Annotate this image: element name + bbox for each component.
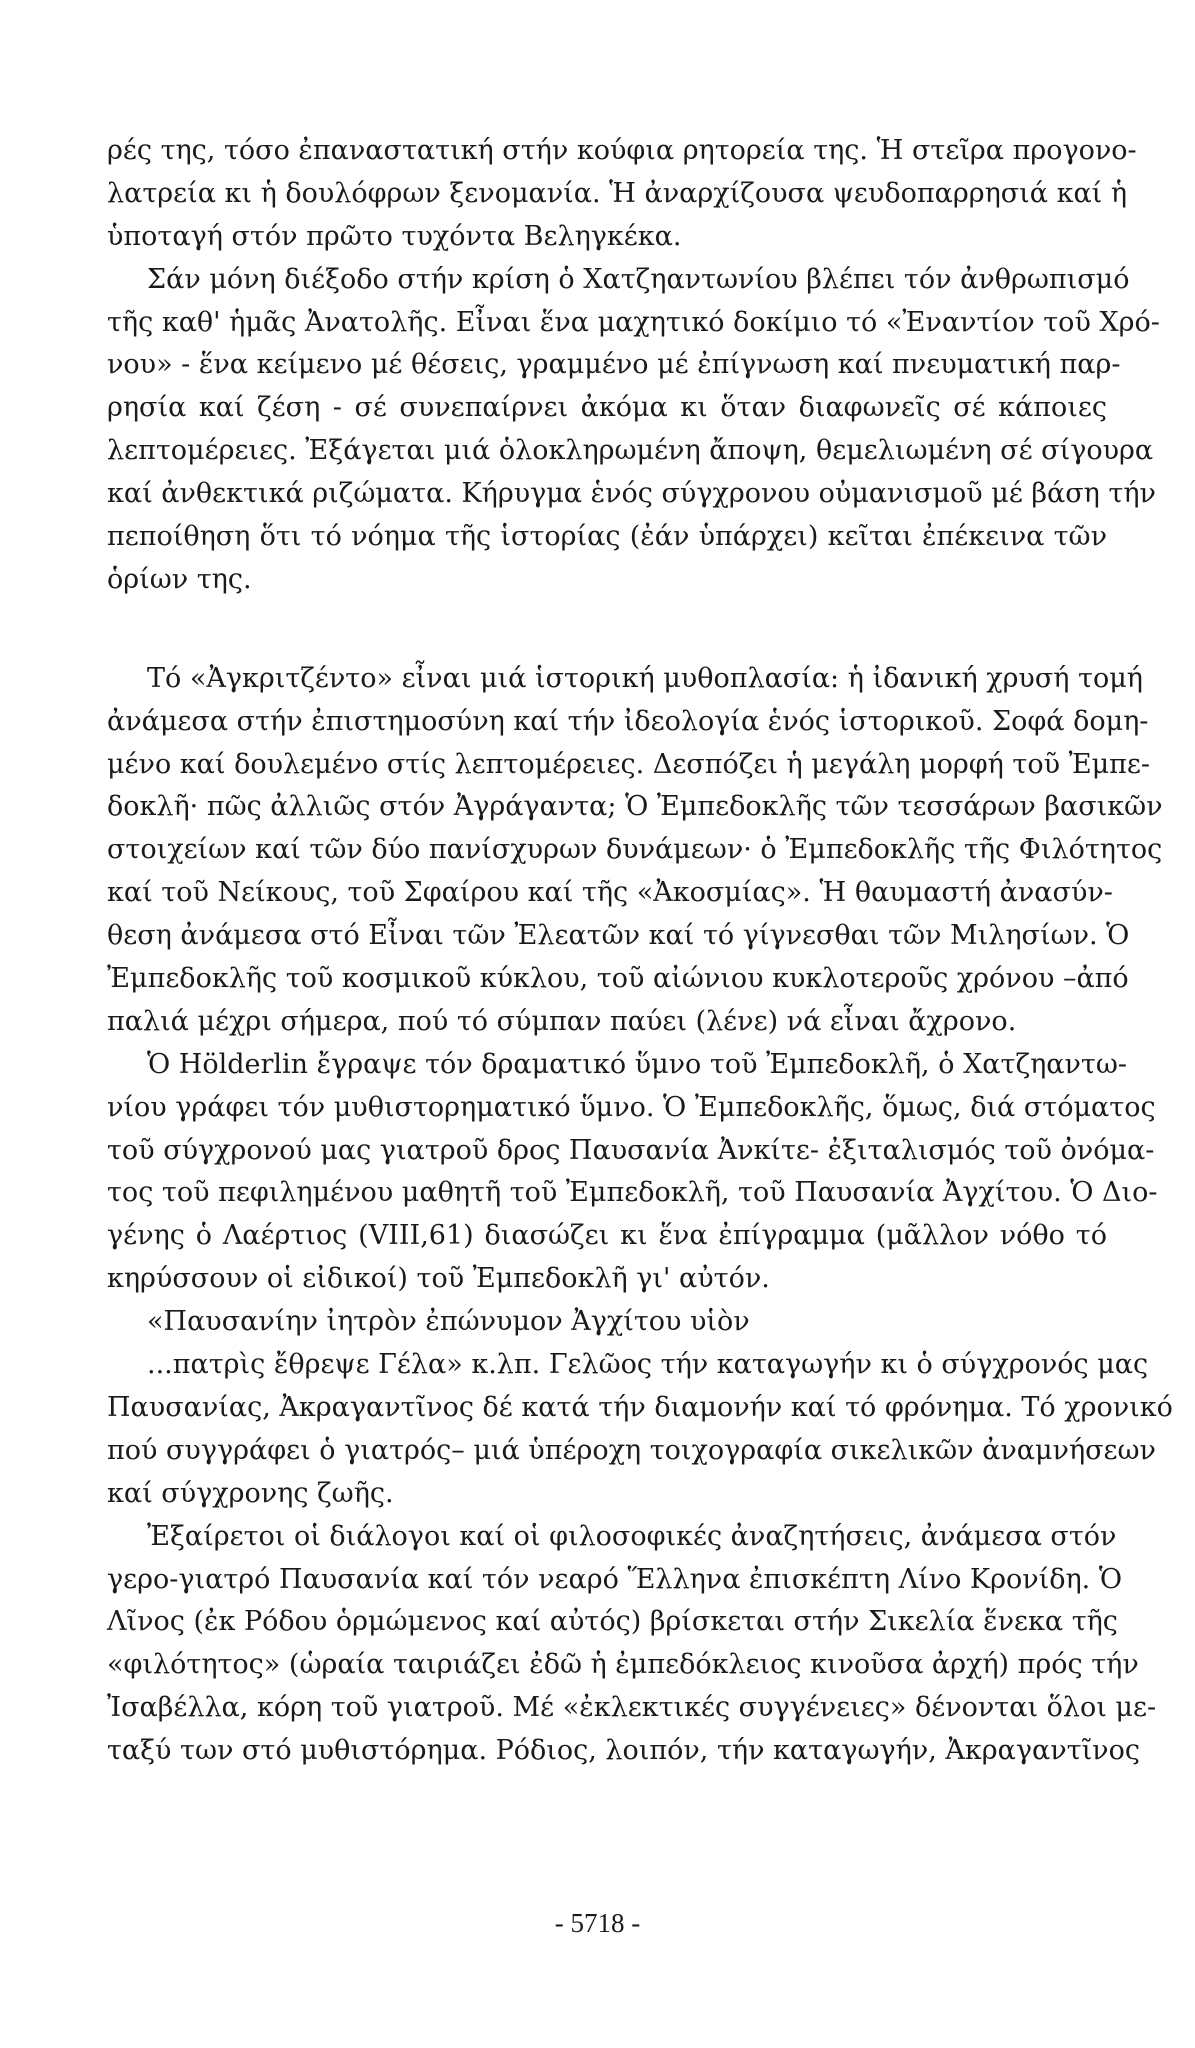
- text-line: στοιχείων καί τῶν δύο πανίσχυρων δυνάμεων· ὁ Ἐμπεδοκλῆς τῆς Φιλότητος: [107, 834, 1163, 866]
- page-body: [107, 130, 1173, 1773]
- text-line: ρές της, τόσο ἐπαναστατική στήν κούφια ρητορεία της. Ἡ στεῖρα προγονο-: [107, 135, 1137, 166]
- page-number: - 5718 -: [554, 1908, 641, 1938]
- text-line: πού συγγράφει ὁ γιατρός– μιά ὑπέροχη τοιχογραφία σικελικῶν ἀναμνήσεων: [107, 1434, 1156, 1466]
- paragraph-p7: [107, 1516, 1157, 1773]
- text-line: Ὁ Hölderlin ἔγραψε τόν δραματικό ὕμνο τοῦ Ἐμπεδοκλῆ, ὁ Χατζηαντω-: [147, 1048, 1127, 1080]
- text-line: ταξύ των στό μυθιστόρημα. Ρόδιος, λοιπόν, τήν καταγωγήν, Ἀκραγαντῖνος: [107, 1735, 1140, 1767]
- text-line: πεποίθηση ὅτι τό νόημα τῆς ἱστορίας (ἐάν ὑπάρχει) κεῖται ἐπέκεινα τῶν: [107, 521, 1107, 553]
- text-line: Ἐμπεδοκλῆς τοῦ κοσμικοῦ κύκλου, τοῦ αἰώνιου κυκλοτεροῦς χρόνου –ἀπό: [107, 963, 1129, 995]
- text-line: καί σύγχρονης ζωῆς.: [107, 1477, 394, 1509]
- text-line: Σάν μόνη διέξοδο στήν κρίση ὁ Χατζηαντωνίου βλέπει τόν ἀνθρωπισμό: [147, 263, 1130, 295]
- text-line: καί ἀνθεκτικά ριζώματα. Κήρυγμα ἑνός σύγχρονου οὐμανισμοῦ μέ βάση τήν: [107, 478, 1156, 510]
- paragraph-p5: [107, 1301, 1107, 1344]
- text-line: δοκλῆ· πῶς ἀλλιῶς στόν Ἀγράγαντα; Ὁ Ἐμπεδοκλῆς τῶν τεσσάρων βασικῶν: [107, 791, 1163, 823]
- text-line: Τό «Ἀγκριτζέντο» εἶναι μιά ἱστορική μυθοπλασία: ἡ ἰδανική χρυσή τομή: [147, 662, 1143, 694]
- text-line: τῆς καθ' ἡμᾶς Ἀνατολῆς. Εἶναι ἕνα μαχητικό δοκίμιο τό «Ἐναντίον τοῦ Χρό-: [107, 306, 1160, 338]
- text-line: τος τοῦ πεφιλημένου μαθητῆ τοῦ Ἐμπεδοκλῆ, τοῦ Παυσανία Ἀγχίτου. Ὁ Διο-: [107, 1177, 1158, 1209]
- text-line: Ἐξαίρετοι οἱ διάλογοι καί οἱ φιλοσοφικές ἀναζητήσεις, ἀνάμεσα στόν: [147, 1520, 1117, 1552]
- text-line: λεπτομέρειες. Ἐξάγεται μιά ὁλοκληρωμένη ἄποψη, θεμελιωμένη σέ σίγουρα: [107, 435, 1154, 467]
- text-line: Παυσανίας, Ἀκραγαντῖνος δέ κατά τήν διαμονήν καί τό φρόνημα. Τό χρονικό: [107, 1391, 1173, 1423]
- text-line: τοῦ σύγχρονού μας γιατροῦ δρος Παυσανία Ἀνκίτε- ἐξιταλισμός τοῦ ὀνόμα-: [107, 1134, 1155, 1166]
- paragraph-p6: [107, 1344, 1173, 1516]
- text-line: θεση ἀνάμεσα στό Εἶναι τῶν Ἐλεατῶν καί τό γίγνεσθαι τῶν Μιλησίων. Ὁ: [107, 920, 1130, 952]
- text-line: Λῖνος (ἐκ Ρόδου ὁρμώμενος καί αὐτός) βρίσκεται στήν Σικελία ἕνεκα τῆς: [107, 1606, 1118, 1638]
- text-line: καί τοῦ Νείκους, τοῦ Σφαίρου καί τῆς «Ἀκοσμίας». Ἡ θαυμαστή ἀνασύν-: [107, 877, 1113, 909]
- paragraph-p1: [107, 130, 1137, 259]
- text-line: νου» - ἕνα κείμενο μέ θέσεις, γραμμένο μέ ἐπίγνωση καί πνευματική παρ-: [107, 349, 1121, 381]
- paragraph-p4: [107, 1044, 1158, 1301]
- text-line: «Παυσανίην ἰητρὸν ἐπώνυμον Ἀγχίτου υἱὸν: [147, 1306, 750, 1338]
- paragraph-gap: [107, 602, 1107, 658]
- text-line: νίου γράφει τόν μυθιστορηματικό ὕμνο. Ὁ Ἐμπεδοκλῆς, ὅμως, διά στόματος: [107, 1091, 1156, 1123]
- text-line: κηρύσσουν οἱ εἰδικοί) τοῦ Ἐμπεδοκλῆ γι' αὐτόν.: [107, 1263, 770, 1295]
- text-line: ὑποταγή στόν πρῶτο τυχόντα Βεληγκέκα.: [107, 220, 682, 252]
- paragraph-p3: [107, 658, 1163, 1044]
- paragraph-p2: [107, 259, 1160, 602]
- text-line: ὁρίων της.: [107, 563, 252, 595]
- text-line: λατρεία κι ἡ δουλόφρων ξενομανία. Ἡ ἀναρχίζουσα ψευδοπαρρησιά καί ἡ: [107, 177, 1128, 209]
- text-line: γένης ὁ Λαέρτιος (VIII,61) διασώζει κι ἕνα ἐπίγραμμα (μᾶλλον νόθο τό: [107, 1220, 1107, 1252]
- text-line: ἀνάμεσα στήν ἐπιστημοσύνη καί τήν ἰδεολογία ἑνός ἱστορικοῦ. Σοφά δομη-: [107, 705, 1149, 737]
- text-line: ρησία καί ζέση - σέ συνεπαίρνει ἀκόμα κι ὅταν διαφωνεῖς σέ κάποιες: [107, 392, 1107, 424]
- text-line: παλιά μέχρι σήμερα, πού τό σύμπαν παύει (λένε) νά εἶναι ἄχρονο.: [107, 1005, 1017, 1037]
- text-line: γερο-γιατρό Παυσανία καί τόν νεαρό Ἕλληνα ἐπισκέπτη Λίνο Κρονίδη. Ὁ: [107, 1563, 1123, 1595]
- text-line: μένο καί δουλεμένο στίς λεπτομέρειες. Δεσπόζει ἡ μεγάλη μορφή τοῦ Ἐμπε-: [107, 748, 1151, 780]
- text-line: Ἰσαβέλλα, κόρη τοῦ γιατροῦ. Μέ «ἐκλεκτικές συγγένειες» δένονται ὅλοι με-: [107, 1692, 1157, 1724]
- text-line: ...πατρὶς ἔθρεψε Γέλα» κ.λπ. Γελῶος τήν καταγωγήν κι ὁ σύγχρονός μας: [147, 1349, 1149, 1381]
- text-line: «φιλότητος» (ὡραία ταιριάζει ἐδῶ ἡ ἐμπεδόκλειος κινοῦσα ἀρχή) πρός τήν: [107, 1649, 1139, 1681]
